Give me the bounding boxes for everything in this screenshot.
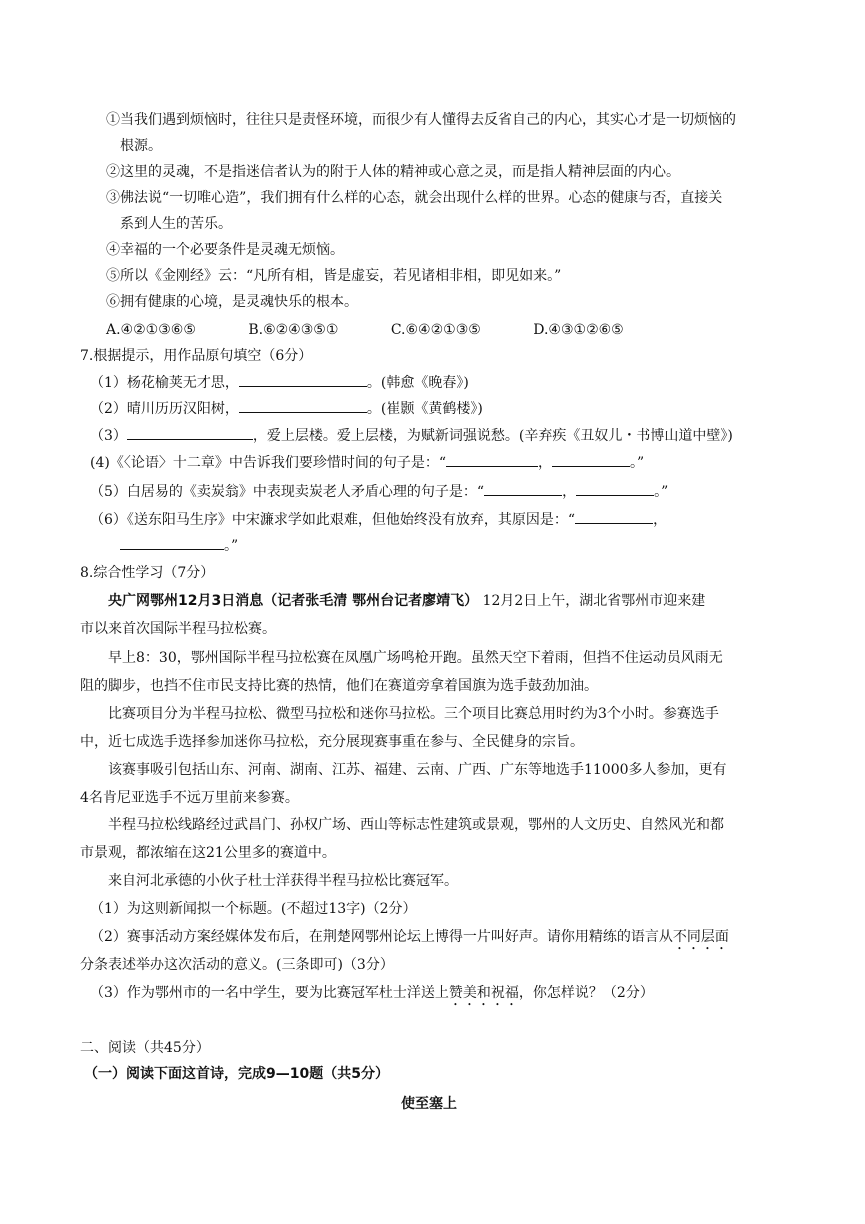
q7-item-6-prompt: （6）《送东阳马生序》中宋濂求学如此艰难，但他始终没有放弃，其原因是：“ [90, 512, 576, 528]
q7-item-4-blank-1[interactable] [446, 452, 538, 467]
q8-news-para-2: 早上8：30，鄂州国际半程马拉松赛在凤凰广场鸣枪开跑。虽然天空下着雨，但挡不住运动员风雨无 [108, 650, 723, 666]
q7-item-6-blank-1[interactable] [575, 509, 653, 524]
q7-item-3-prompt: （3） [90, 428, 127, 444]
q7-item-4-prompt: (4)《〈论语〉十二章》中告诉我们要珍惜时间的句子是：“ [90, 455, 446, 471]
q6-option-c[interactable]: C.⑥④②①③⑤ [390, 322, 481, 338]
q8-sub-2-emphasis: 不同层面 [672, 929, 729, 945]
q8-sub-1: （1）为这则新闻拟一个标题。(不超过13字)（2分） [90, 901, 417, 917]
q8-sub-3 [90, 983, 654, 1009]
q8-sub-3-emphasis: 赞美和祝福 [448, 985, 519, 1001]
q7-item-3-source: ，爱上层楼。爱上层楼，为赋新词强说愁。(辛弃疾《丑奴儿・书博山道中壁》) [252, 428, 733, 444]
section-2-title: 二、阅读（共45分） [80, 1040, 210, 1056]
q8-news-para-3: 比赛项目分为半程马拉松、微型马拉松和迷你马拉松。三个项目比赛总用时约为3个小时。参赛选手 [108, 706, 719, 722]
q6-option-a[interactable]: A.④②①③⑥⑤ [106, 322, 196, 338]
q8-news-para-4-cont: 4名肯尼亚选手不远万里前来参赛。 [80, 790, 299, 806]
q7-item-4-sep: ， [538, 455, 552, 471]
q8-sub-2-text: （2）赛事活动方案经媒体发布后，在荆楚网鄂州论坛上博得一片叫好声。请你用精练的语言从 [90, 929, 673, 945]
q8-news-lead [108, 591, 705, 611]
q8-news-para-2-cont: 阻的脚步，也挡不住市民支持比赛的热情，他们在赛道旁拿着国旗为选手鼓劲加油。 [80, 678, 598, 694]
q7-item-1-source: 。(韩愈《晚春》) [366, 375, 469, 391]
q6-sentence-1: ①当我们遇到烦恼时，往往只是责怪环境，而很少有人懂得去反省自己的内心，其实心才是一切烦恼的 [106, 112, 736, 128]
q6-sentence-3: ③佛法说“一切唯心造”，我们拥有什么样的心态，就会出现什么样的世界。心态的健康与否，直接关 [106, 190, 723, 206]
q7-item-1-blank[interactable] [239, 372, 367, 387]
q8-title: 8.综合性学习（7分） [80, 565, 215, 581]
poem-title: 使至塞上 [401, 1096, 457, 1112]
q6-option-d[interactable]: D.④③①②⑥⑤ [533, 322, 624, 338]
q8-news-lead-cont: 市以来首次国际半程马拉松赛。 [80, 621, 276, 637]
q8-sub-2-cont: 分条表述举办这次活动的意义。(三条即可)（3分） [80, 957, 394, 973]
q6-sentence-1-cont: 根源。 [120, 138, 162, 154]
q7-item-2-source: 。(崔颢《黄鹤楼》) [366, 401, 483, 417]
q7-item-4-end: 。” [630, 455, 645, 471]
q7-item-6-cont [120, 535, 238, 556]
q7-item-6-blank-2[interactable] [120, 535, 224, 550]
q6-sentence-5: ⑤所以《金刚经》云：“凡所有相，皆是虚妄，若见诸相非相，即见如来。” [106, 268, 562, 284]
q8-sub-3-end: ，你怎样说？（2分） [518, 985, 654, 1001]
q8-sub-3-text: （3）作为鄂州市的一名中学生，要为比赛冠军杜士洋送上 [90, 985, 449, 1001]
q7-item-2-prompt: （2）晴川历历汉阳树， [90, 401, 239, 417]
q7-item-5-blank-1[interactable] [484, 481, 562, 496]
q8-sub-2 [90, 927, 729, 953]
q7-item-6-end: 。” [224, 538, 239, 554]
q7-item-5-sep: ， [562, 484, 577, 500]
q7-title: 7.根据提示，用作品原句填空（6分） [80, 348, 313, 364]
q8-news-lead-text: 12月2日上午，湖北省鄂州市迎来建 [478, 593, 706, 609]
q7-item-1-prompt: （1）杨花榆荚无才思， [90, 375, 239, 391]
q8-news-para-4: 该赛事吸引包括山东、河南、湖南、江苏、福建、云南、广西、广东等地选手11000多人参加，更有 [108, 762, 727, 778]
q6-sentence-3-cont: 系到人生的苦乐。 [120, 216, 232, 232]
q7-item-3-blank[interactable] [127, 425, 253, 440]
q6-sentence-2: ②这里的灵魂，不是指迷信者认为的附于人体的精神或心意之灵，而是指人精神层面的内心。 [106, 164, 680, 180]
q7-item-5-blank-2[interactable] [576, 481, 654, 496]
q6-sentence-4: ④幸福的一个必要条件是灵魂无烦恼。 [106, 242, 344, 258]
q8-news-para-5-cont: 市景观，都浓缩在这21公里多的赛道中。 [80, 845, 336, 861]
q8-news-dateline: 央广网鄂州12月3日消息（记者张毛清 鄂州台记者廖靖飞） [108, 593, 479, 609]
q7-item-5 [90, 481, 668, 502]
q7-item-6 [90, 509, 667, 530]
q7-item-4-blank-2[interactable] [552, 452, 630, 467]
q6-option-b[interactable]: B.⑥②④③⑤① [248, 322, 339, 338]
q7-item-2 [90, 398, 483, 419]
q7-item-3 [90, 425, 733, 446]
q6-sentence-6: ⑥拥有健康的心境，是灵魂快乐的根本。 [106, 294, 358, 310]
q7-item-1 [90, 372, 469, 393]
q6-options [106, 320, 672, 340]
section-2-subtitle: （一）阅读下面这首诗，完成9—10题（共5分） [84, 1066, 389, 1082]
q7-item-2-blank[interactable] [239, 398, 367, 413]
q7-item-4 [90, 452, 644, 473]
q7-item-6-sep: ， [653, 512, 668, 528]
q7-item-5-prompt: （5）白居易的《卖炭翁》中表现卖炭老人矛盾心理的句子是：“ [90, 484, 485, 500]
q8-news-para-3-cont: 中，近七成选手选择参加迷你马拉松，充分展现赛事重在参与、全民健身的宗旨。 [80, 734, 584, 750]
q7-item-5-end: 。” [654, 484, 669, 500]
q8-news-para-6: 来自河北承德的小伙子杜士洋获得半程马拉松比赛冠军。 [108, 873, 458, 889]
q8-news-para-5: 半程马拉松线路经过武昌门、孙权广场、西山等标志性建筑或景观，鄂州的人文历史、自然风光和都 [108, 817, 724, 833]
